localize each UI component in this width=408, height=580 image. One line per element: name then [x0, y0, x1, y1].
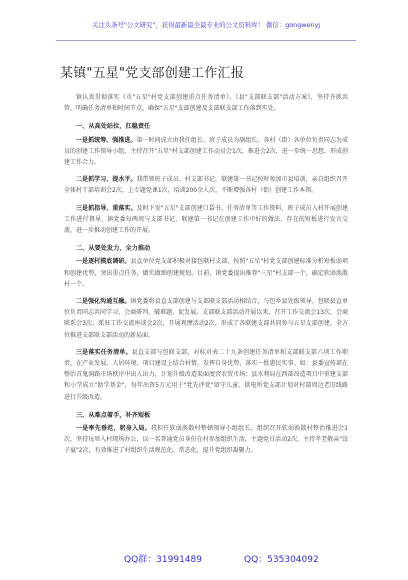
section-1-item-2: [64, 174, 348, 196]
top-banner: 关注头条号"公文研究"，获得最新最全最专业的公文资料库！ 微信：gongwenyj: [91, 21, 321, 29]
section-heading-3: 三、从难点着手，补齐短板: [76, 411, 151, 419]
item-text: 县直支部与包联支部，对标对表二十九条创建任务清单和支部联支部六项工作职责，在产业发展、人居环境、项目建设上结合村情，发挥自身优势，落实一批惠民实事。如：县委宣传部在整治首鬼洞路市场秩序中出人出力，计划升级改造渠面度窖农贸市场；县水利局在西部改造项目中重建支部和小学成立"助学基金"，每年出资5万元用于"党先评优"留守儿童，供电所党支部计划对村部周边老旧线路进行升级改造。: [64, 348, 348, 401]
footer-qq: QQ：535304092: [244, 555, 319, 565]
document-title: 某镇"五星"党支部创建工作汇报: [60, 66, 244, 81]
item-lead: 二是强化沟通互融。: [76, 298, 131, 306]
item-lead: 一是率先垂范，躬身入局。: [76, 425, 151, 433]
section-2-item-2: [64, 296, 348, 341]
item-text: 镇党委将县直支部创建与支部联支部活动相结合，与包乡县处级领导、包联县直单位负责同志共同学习，会商研判，破难题、促发展。支部联支部活动开展以来，召开工作交流会13次，会商联系会3次，派驻工作交流座谈会2次，开展观摩活动2次，形成了各联建支部共同参与五星支部创建，全方位推进支部联支部活动的新局面。: [64, 298, 348, 339]
item-lead: 二是抓学习、提水平。: [76, 176, 137, 184]
item-lead: 一是逐村摸底调研。: [76, 258, 131, 266]
item-text: 县直单位党支部积极对接包联村支部，按照"五星"村党支部创建标准分析短板弱项和创建优势，突出重点任务，做实做细创建规划。目前，镇党委提出推荐"三星"村支部一个，确定软弱涣散村一个。: [64, 258, 348, 288]
document-body: [64, 92, 348, 457]
item-lead: 三是抓指导、重落实。: [76, 204, 137, 212]
item-text: 我带领班子成员、村支部书记，联建第一书记按时参加市县培训，亲自组织召开全体村干部培训会2次，上专题党课1次，培训200余人次，不断增强各村（街）创建工作本领。: [64, 176, 348, 195]
section-2-item-1: [64, 256, 348, 290]
section-heading-1: 一、从高处站位，扛稳责任: [76, 123, 151, 131]
item-text: 第一时间成立由我任组长、班子成员为副组长、各村（街）各单位负责同志为成员的创建工作领导小组，主持召开"五星"村支部创建工作动员会1次，推进会2次，进一步统一思想，形成创建工作合力。: [64, 136, 348, 167]
item-lead: 一是抓统筹、强推进。: [76, 136, 137, 144]
section-3-item-1: [64, 423, 348, 457]
item-lead: 三是落实任务清单。: [76, 348, 132, 356]
banner-divider: [56, 40, 356, 41]
footer-qq-group: QQ群：31991489: [124, 555, 202, 565]
section-1-item-3: [64, 203, 348, 237]
intro-paragraph: 镇认真贯彻落实《市"五星"村党支部创建重点任务清单》、《县"支部联支部"活动方案》，坚持齐抓共管，明确任务清单和时间节点，确保"五星"支部创建及支部联支部工作落到实处。: [64, 94, 348, 113]
section-2-item-3: [64, 347, 348, 403]
section-heading-2: 二、从要处发力，全力推动: [76, 245, 151, 253]
section-1-item-1: [64, 135, 348, 169]
item-text: 及时下发"五星"支部创建口袋书、任务清单等工作资料，班子成员入村开展创建工作进行督导，镇党委每两周与支部书记、联建第一书记在创建工作中好的做法、存在的短板进行发言交流，进一步推动创建工作的开展。: [64, 204, 348, 235]
item-text: 我担任软弱涣散村整顿领导小组组长。组织召开软弱涣散村整治推进会1次，坚持每周入村现场办公，以一名普通党员身份在村参加组织生活，主题党日活动2次，主持孝老敬亲"饺子宴"2次，有效推进了村组织生活规范化、常态化，提升党组织凝聚力。: [64, 425, 348, 455]
